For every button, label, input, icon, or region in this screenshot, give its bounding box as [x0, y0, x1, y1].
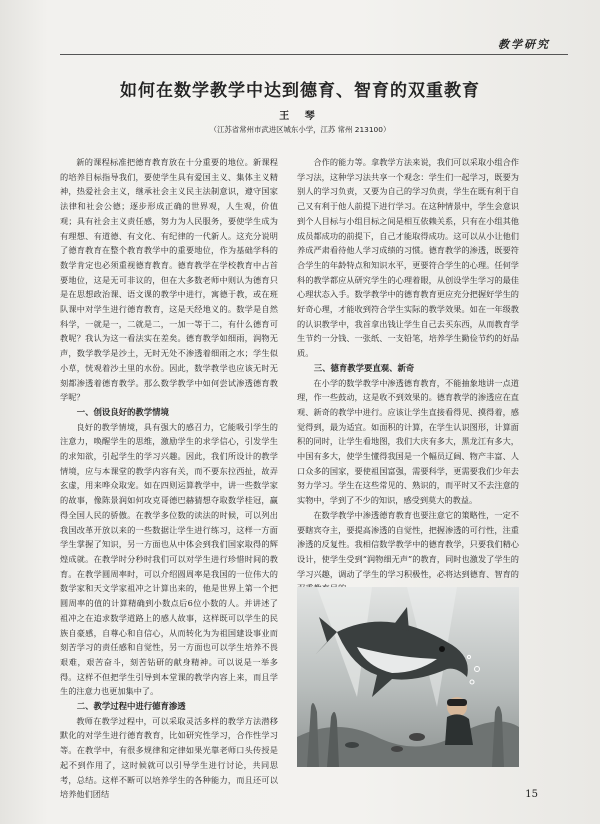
article-title: 如何在数学教学中达到德育、智育的双重教育	[120, 81, 480, 101]
fish	[409, 733, 425, 741]
paragraph: 在数学教学中渗透德育教育也要注意它的策略性，一定不要瞎宾夺主，要提高渗透的自觉性，把握渗透的可行性，注重渗透的反复性。我相信数学教学中的德育教学，只要我们精心设计，使学生受到“润物细无声”的教育，同时也激发了学生的学习兴趣，调动了学生的学习积极性，必将达到德育、智育的	[297, 509, 519, 579]
illustration-artwork	[297, 587, 519, 767]
paragraph: 合作的能力等。拿教学方法来说，我们可以采取小组合作学习法，这种学习法共享一个观念：学生们一起学习，既要为别人的学习负责，又要为自己的学习负责，学生在既有利于自己又有利于他人前提下进行学习。在这种情景中，学生会意识到个人目标与小组目标之间是相互依赖关系，只有在小组其他成员都成功的前提下，自己才能取得成功。这可以从小让他们养成严肃看待他人学习成绩的习惯。德育教学的渗透，既要符合学生的年龄特点和知识水平，更要符合学生的心理。任何学科的教学都应从研究学生的心理着眼，从创设学生学习的最佳心理状态入手。数学教学中的德育教育更应充分把握好学生的好奇心理，才能收到符合学生实际的教学效果。如在一年级教的认识教学中，我首拿出钱让学生自己去买东西，从而教育学生节约一分钱、一张纸、一支铅笔，培养学生勤俭节约的好品质。	[297, 157, 519, 359]
page-number: 15	[525, 789, 538, 800]
section-heading: 三、德育教学要直观、新奇	[313, 362, 415, 373]
paragraph: 良好的教学情境，具有强大的感召力，它能吸引学生的注意力，唤醒学生的思维，激励学生的求学信心，引发学生的求知欲，引起学生的学习兴趣。因此，我们所设计的教学情境，应与本课堂的教学内容有关，而不要东拉西扯，故弄玄虚，用来哗众取宠。如在四则运算教学中，讲一些数学家的故事，像陈景润如何攻克哥德巴赫猜想夺取数学桂冠，赢得全国人民的骄傲。在教学多位数的读法的时候，可以列出我国改革开放以来的一些数据让学生进行练习，这样一方面学生掌握了知识，另一方面也从中体会到我们国家取得的辉煌成就。在教学时分秒时我们可以对学生进行珍惜时间的教育。在教学圆周率时，可以介绍圆周率是我国的一位伟大的数学家和天文学家祖冲之计算出来的，他是世界上第一个把圆周率的值的计算精确到小数点后6位小数的人。并讲述了祖冲之在追求数学道路上的感人故事，这样既可以学生的民族自豪感，自尊心和自信心，从而转化为为祖国建设事业而刻苦学习的责任感和自觉性，另一方面也可以学生培养不畏艰难，艰苦奋斗，刻苦钻研的献身精神。可以说是一举多得。这样不但把学生引导到本堂课的教学内容上来，而且学生的注意力也更加集中了。	[60, 421, 278, 697]
fish	[345, 742, 359, 748]
section-heading: 二、教学过程中进行德育渗透	[76, 701, 186, 712]
column-label: 教学研究	[498, 38, 550, 51]
dolphin-eye	[439, 646, 445, 652]
right-column	[297, 155, 519, 596]
paragraph: 教师在教学过程中，可以采取灵活多样的教学方法潜移默化的对学生进行德育教育，比如研究性学习，合作性学习等。在教学中，有很多规律和定律如果光靠老师口头传授是起不到作用了，这时候就可以引导学生进行讨论，共同思考，总结。这样不断可以培养学生的各种能力，而且还可以培养他们团结	[60, 715, 278, 800]
diver-mask	[447, 699, 467, 706]
paragraph: 在小学的数学教学中渗透德育教育，不能抽象地讲一点道理，作一些鼓动，这是收不到效果的。德育教学的渗透应在直观、新奇的教学中进行。应该让学生直接看得见、摸得着，感觉得到，最为适宜。如面积的计算，在学生认识图形，计算面积的同时，让学生看地图，我们大庆有多大，黑龙江有多大，中国有多大，使学生懂得我国是一个幅员辽阔、物产丰富、人口众多的国家，要使祖国富强，需要科学，更需要我们少年去努力学习。学生在这些常见的、熟识的，而平时又不去注意的实物中，学到了不少的知识，感受到莫大的教益。	[297, 377, 519, 506]
left-column	[60, 155, 278, 802]
diver-suit	[445, 714, 473, 745]
paragraph: 新的课程标准把德育教育放在十分重要的地位。新课程的培养目标指导我们，要使学生具有爱国主义、集体主义精神，热爱社会主义，继承社会主义民主法制意识，遵守国家法律和社会公德；逐步形成正确的世界观，人生观，价值观；具有社会主义责任感，努力为人民服务，要使学生成为有理想、有道德、有文化、有纪律的一代新人。这充分说明了德育教育在整个教育教学中的重要地位，作为基础学科的数学肯定也必须重视德育教育。德育教学在学校教育中占首要地位，这是无可非议的，但在大多数老师中则认为德育只是在思想政治课、语文课的教学中进行，寓德于教，或在班队课中对学生进行德育教育，这是天经地义的。数学是自然科学，一就是一，二就是二，一加一等于二，有什么德育可教呢？我认为这一看法实在差矣。德育教学如细雨，润物无声，数学教学是沙土，无时无处不渗透着细雨之水；学生似小草，恍观着沙土里的水份。因此，数学教学也应该无时无刻都渗透着德育教学。那么数学教学中如何尝试渗透德育教学呢？	[60, 157, 278, 403]
fish	[391, 746, 403, 752]
section-heading: 一、创设良好的教学情境	[76, 406, 169, 417]
article-author: 王 琴	[279, 111, 321, 122]
header-rule	[60, 54, 568, 55]
dolphin-illustration	[297, 587, 519, 767]
author-affiliation: （江苏省常州市武进区城东小学，江苏 常州 213100）	[209, 125, 391, 134]
